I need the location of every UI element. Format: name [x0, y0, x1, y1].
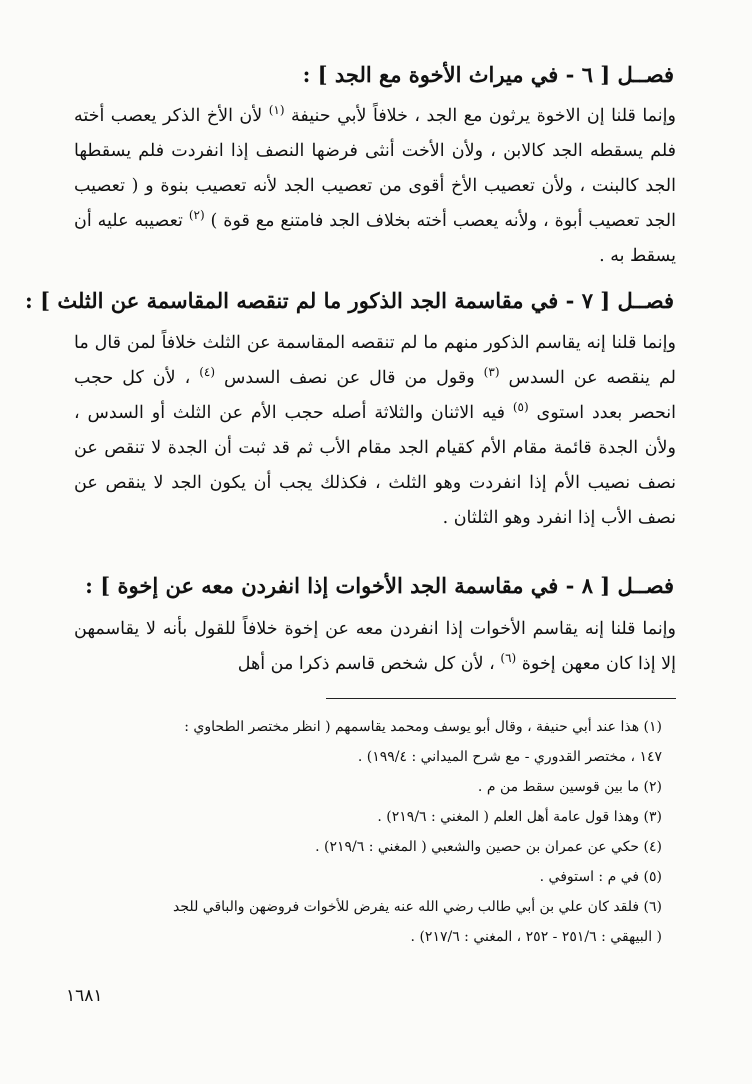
section-paragraph-7 — [74, 326, 676, 536]
footnote-ref-marker: (٣) — [483, 365, 500, 380]
footnote-line: (٣) وهذا قول عامة أهل العلم ( المغني : ٢١٩/٦) . — [377, 809, 662, 825]
paragraph-text-run: لأن الأخ الذكر يعصب أخته فلم يسقطه الجد كالابن ، ولأن الأخت أنثى فرضها النصف إذا انفردت فلم يسقطها الجد كالبنت ، ولأن تعصيب الأخ أقوى من تعصيب الجد لأنه تعصيب بنوة و ( تعصيب الجد تعصيب أبوة ، ولأنه يعصب أخته بخلاف الجد فامتنع مع قوة ) — [74, 106, 676, 231]
section-heading-7: فصــل [ ٧ - في مقاسمة الجد الذكور ما لم تنقصه المقاسمة عن الثلث ] : — [25, 288, 674, 313]
footnote-item — [74, 832, 676, 862]
footnote-item — [74, 712, 676, 772]
footnote-line: (٦) فلقد كان علي بن أبي طالب رضي الله عنه يفرض للأخوات فروضهن والباقي للجد — [173, 899, 662, 915]
footnote-line: ١٤٧ ، مختصر القدوري - مع شرح الميداني : ١٩٩/٤) . — [357, 749, 662, 765]
footnote-item — [74, 802, 676, 832]
footnotes-list — [74, 712, 676, 952]
footnote-ref-marker: (١) — [268, 103, 285, 118]
footnote-item — [74, 772, 676, 802]
paragraph-text-run: ، لأن كل شخص قاسم ذكرا من أهل — [237, 654, 501, 674]
section-paragraph-8 — [74, 612, 676, 682]
section-heading-8: فصــل [ ٨ - في مقاسمة الجد الأخوات إذا انفردن معه عن إخوة ] : — [85, 573, 674, 598]
paragraph-text-run: تعصيبه عليه أن يسقط به . — [74, 211, 676, 266]
paragraph-text-run: ، لأن كل حجب انحصر بعدد استوى — [74, 368, 677, 423]
footnote-ref-marker: (٢) — [188, 208, 205, 223]
footnote-ref-marker: (٦) — [500, 651, 517, 666]
footnote-line: (٥) في م : استوفي . — [539, 869, 662, 885]
footnote-item — [74, 862, 676, 892]
section-paragraph-6 — [74, 99, 676, 274]
footnote-line: (١) هذا عند أبي حنيفة ، وقال أبو يوسف ومحمد يقاسمهم ( انظر مختصر الطحاوي : — [184, 719, 662, 735]
section-heading-6: فصــل [ ٦ - في ميراث الأخوة مع الجد ] : — [302, 62, 674, 87]
page-number: ١٦٨١ — [66, 986, 103, 1006]
paragraph-text-run: وقول من قال عن نصف السدس — [215, 368, 484, 388]
paragraph-text-run: فيه الاثنان والثلاثة أصله حجب الأم عن الثلث أو السدس ، ولأن الجدة قائمة مقام الأم كقيام الجد مقام الأب ثم قد ثبت أن الجدة لا تنقص عن نصف نصيب الأم إذا انفردت وهو الثلث ، فكذلك يجب أن يكون الجد لا ينقص عن نصف الأب إذا انفرد وهو الثلثان . — [74, 403, 676, 528]
footnote-ref-marker: (٤) — [199, 365, 216, 380]
footnote-divider — [326, 698, 676, 699]
paragraph-text-run: وإنما قلنا إنه يقاسم الذكور منهم ما لم تنقصه المقاسمة عن الثلث خلافاً لمن قال ما لم ينقصه عن السدس — [74, 333, 676, 388]
footnote-line: (٢) ما بين قوسين سقط من م . — [477, 779, 662, 795]
footnote-ref-marker: (٥) — [512, 400, 529, 415]
paragraph-text-run: وإنما قلنا إنه يقاسم الأخوات إذا انفردن معه عن إخوة خلافاً للقول بأنه لا يقاسمهن إلا إذا كان معهن إخوة — [74, 619, 676, 674]
footnote-item — [74, 892, 676, 952]
paragraph-text-run: وإنما قلنا إن الاخوة يرثون مع الجد ، خلافاً لأبي حنيفة — [284, 106, 676, 126]
footnote-line: (٤) حكي عن عمران بن حصين والشعبي ( المغني : ٢١٩/٦) . — [315, 839, 662, 855]
footnote-line: ( البيهقي : ٢٥١/٦ - ٢٥٢ ، المغني : ٢١٧/٦) . — [410, 929, 662, 945]
